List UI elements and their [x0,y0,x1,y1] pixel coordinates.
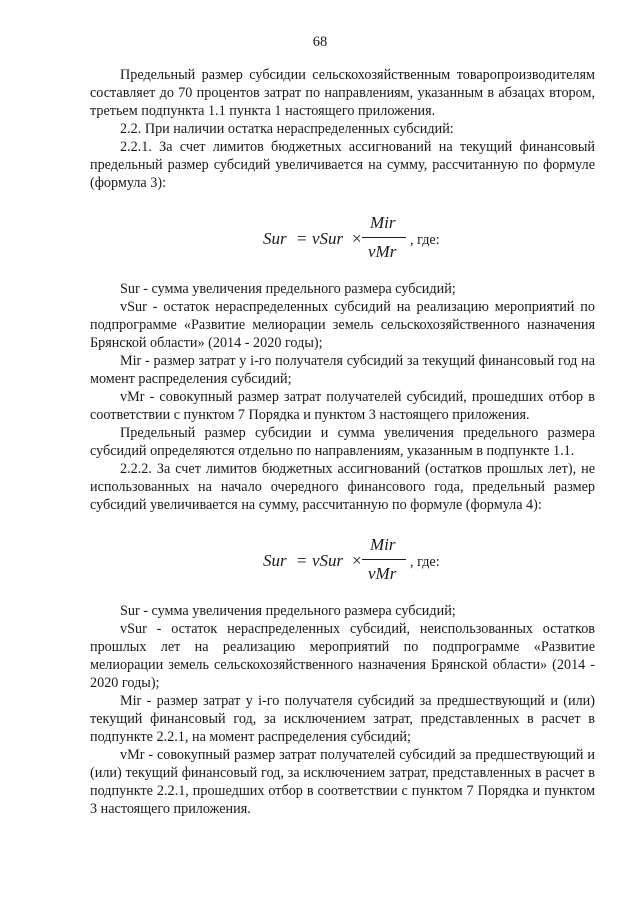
formula-equals: = [297,551,307,570]
definition-vmr-2: vMr - совокупный размер затрат получателей субсидий за предшествующий и (или) текущий финансовый год, за исключением затрат, представленных в расчет в подпункте 2.2.1, прошедших отбор в соответствии с пунктом 7 Порядка и пунктом 3 настоящего приложения. [90,747,595,817]
paragraph-max-subsidy: Предельный размер субсидии сельскохозяйственным товаропроизводителям составляет до 70 процентов затрат по направлениям, указанным в абзацах втором, третьем подпункта 1.1 пункта 1 настоящего приложения. [90,67,595,119]
paragraph-determination: Предельный размер субсидии и сумма увеличения предельного размера субсидий определяются отдельно по направлениям, указанным в подпункте 1.1. [90,425,595,459]
page-number: 68 [312,34,328,50]
formula-4 [90,514,595,602]
paragraph-2-2: 2.2. При наличии остатка нераспределенных субсидий: [120,121,454,137]
formula-denominator: vMr [368,242,397,261]
formula-term: vSur [312,551,344,570]
fraction-line [362,559,406,560]
formula-times: × [352,551,362,570]
formula-denominator: vMr [368,564,397,583]
fraction-line [362,237,406,238]
definition-vsur: vSur - остаток нераспределенных субсидий на реализацию мероприятий по подпрограмме «Развитие мелиорации земель сельскохозяйственного назначения Брянской области» (2014 - 2020 годы); [90,299,595,351]
formula-times: × [352,229,362,248]
formula-numerator: Mir [370,535,396,554]
formula-numerator: Mir [370,213,396,232]
definition-mir: Mir - размер затрат у i-го получателя субсидий за текущий финансовый год на момент распределения субсидий; [90,353,595,387]
formula-suffix: , где: [410,232,440,248]
definition-vsur-2: vSur - остаток нераспределенных субсидий, неиспользованных остатков прошлых лет на реализацию мероприятий по подпрограмме «Развитие мелиорации земель сельскохозяйственного назначения Брянской области» (2014 - 2020 годы); [90,621,595,691]
definition-sur-2: Sur - сумма увеличения предельного размера субсидий; [120,603,456,619]
formula-term: vSur [312,229,344,248]
definition-sur: Sur - сумма увеличения предельного размера субсидий; [120,281,456,297]
definition-mir-2: Mir - размер затрат у i-го получателя субсидий за предшествующий и (или) текущий финансовый год, за исключением затрат, представленных в расчет в подпункте 2.2.1, на момент распределения субсидий; [90,693,595,745]
paragraph-2-2-2: 2.2.2. За счет лимитов бюджетных ассигнований (остатков прошлых лет), не использованных на начало очередного финансового года, предельный размер субсидий увеличивается на сумму, рассчитанную по формуле (формула 4): [90,461,595,513]
formula-equals: = [297,229,307,248]
definition-vmr: vMr - совокупный размер затрат получателей субсидий, прошедших отбор в соответствии с пунктом 7 Порядка и пунктом 3 настоящего приложения. [90,389,595,423]
formula-lhs: Sur [263,229,287,248]
formula-suffix: , где: [410,554,440,570]
paragraph-2-2-1: 2.2.1. За счет лимитов бюджетных ассигнований на текущий финансовый предельный размер субсидий увеличивается на сумму, рассчитанную по формуле (формула 3): [90,139,595,191]
formula-3 [90,192,595,280]
formula-lhs: Sur [263,551,287,570]
document-body [90,66,595,818]
